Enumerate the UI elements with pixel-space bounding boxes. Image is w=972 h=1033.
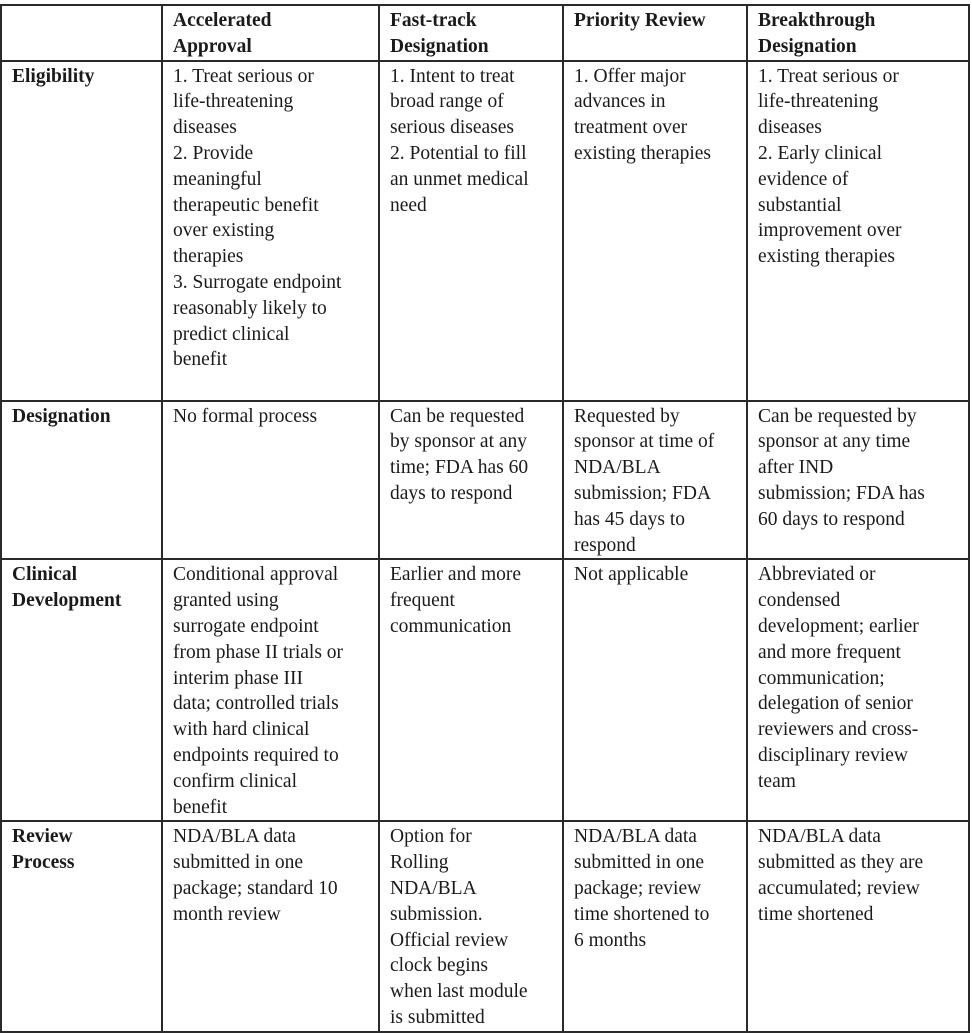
cell-priority-review xyxy=(563,559,747,821)
cell-priority-review xyxy=(563,61,747,401)
cell-text-line: surrogate endpoint xyxy=(173,615,319,637)
cell-text-line: 1. Intent to treat xyxy=(390,65,515,87)
cell-text-line: granted using xyxy=(173,590,279,612)
header-line: Priority Review xyxy=(574,10,706,31)
cell-text-line: time shortened to xyxy=(574,903,710,925)
cell-text-line: Abbreviated or xyxy=(758,564,876,586)
table-row-designation xyxy=(1,401,969,560)
cell-text-line: broad range of xyxy=(390,91,504,113)
cell-text-line: 1. Treat serious or xyxy=(173,65,314,87)
cell-text-line: respond xyxy=(574,534,636,556)
cell-text-line: advances in xyxy=(574,91,666,113)
cell-text-line: 1. Treat serious or xyxy=(758,65,899,87)
cell-accelerated-approval xyxy=(162,559,379,821)
cell-text-line: over existing xyxy=(173,220,275,242)
cell-text-line: 6 months xyxy=(574,929,647,951)
row-label-line: Eligibility xyxy=(12,65,95,87)
cell-text-line: evidence of xyxy=(758,168,849,190)
header-breakthrough-designation xyxy=(747,5,969,61)
cell-accelerated-approval xyxy=(162,821,379,1031)
cell-text-line: from phase II trials or xyxy=(173,641,344,663)
cell-breakthrough-designation xyxy=(747,401,969,560)
cell-text-line: 1. Offer major xyxy=(574,65,686,87)
cell-text-line: submission. xyxy=(390,903,483,925)
cell-text-line: after IND xyxy=(758,457,834,479)
header-fast-track-designation xyxy=(379,5,563,61)
cell-text-line: benefit xyxy=(173,349,228,371)
cell-text-line: therapies xyxy=(173,246,244,268)
cell-text-line: diseases xyxy=(173,117,237,139)
cell-text-line: endpoints required to xyxy=(173,744,339,766)
cell-text-line: life-threatening xyxy=(758,91,879,113)
cell-text-line: 2. Provide xyxy=(173,142,254,164)
row-label-line: Process xyxy=(12,852,75,874)
header-line: Breakthrough xyxy=(758,10,876,31)
cell-text-line: is submitted xyxy=(390,1006,485,1028)
cell-text-line: Not applicable xyxy=(574,564,689,586)
cell-breakthrough-designation xyxy=(747,61,969,401)
cell-text-line: by sponsor at any xyxy=(390,431,528,453)
cell-text-line: meaningful xyxy=(173,168,262,190)
cell-fast-track-designation xyxy=(379,401,563,560)
cell-text-line: submitted as they are xyxy=(758,852,924,874)
cell-text-line: reasonably likely to xyxy=(173,297,327,319)
cell-text-line: need xyxy=(390,194,427,216)
row-label-line: Clinical xyxy=(12,564,78,586)
cell-text-line: frequent xyxy=(390,590,455,612)
cell-text-line: days to respond xyxy=(390,482,513,504)
cell-text-line: NDA/BLA data xyxy=(574,826,697,848)
cell-text-line: diseases xyxy=(758,117,822,139)
header-priority-review xyxy=(563,5,747,61)
cell-text-line: team xyxy=(758,770,796,792)
fda-expedited-programs-table xyxy=(0,4,970,1033)
cell-text-line: Option for xyxy=(390,826,472,848)
cell-text-line: improvement over xyxy=(758,220,902,242)
header-line: Designation xyxy=(758,35,857,57)
cell-text-line: package; review xyxy=(574,877,702,899)
cell-text-line: 2. Potential to fill xyxy=(390,142,527,164)
cell-text-line: when last module xyxy=(390,981,528,1003)
cell-fast-track-designation xyxy=(379,61,563,401)
row-label-line: Development xyxy=(12,590,122,612)
cell-text-line: existing therapies xyxy=(758,246,896,268)
cell-text-line: serious diseases xyxy=(390,117,515,139)
cell-text-line: sponsor at time of xyxy=(574,431,715,453)
cell-priority-review xyxy=(563,401,747,560)
cell-text-line: communication xyxy=(390,615,512,637)
cell-text-line: substantial xyxy=(758,194,842,216)
cell-fast-track-designation xyxy=(379,559,563,821)
header-corner-cell xyxy=(1,5,162,61)
cell-text-line: submitted in one xyxy=(173,852,303,874)
table-row-clinical-development xyxy=(1,559,969,821)
cell-text-line: an unmet medical xyxy=(390,168,529,190)
cell-breakthrough-designation xyxy=(747,559,969,821)
table-row-review-process xyxy=(1,821,969,1031)
row-label-line: Designation xyxy=(12,405,111,427)
row-label-cell xyxy=(1,559,162,821)
cell-text-line: NDA/BLA data xyxy=(758,826,881,848)
cell-text-line: package; standard 10 xyxy=(173,877,338,899)
cell-text-line: submitted in one xyxy=(574,852,704,874)
cell-text-line: Can be requested xyxy=(390,405,525,427)
cell-text-line: time shortened xyxy=(758,903,874,925)
cell-text-line: time; FDA has 60 xyxy=(390,457,529,479)
cell-text-line: Official review xyxy=(390,929,509,951)
header-accelerated-approval xyxy=(162,5,379,61)
cell-text-line: therapeutic benefit xyxy=(173,194,319,216)
cell-text-line: and more frequent xyxy=(758,641,901,663)
cell-fast-track-designation xyxy=(379,821,563,1031)
header-line: Fast-track xyxy=(390,10,477,31)
cell-text-line: 2. Early clinical xyxy=(758,142,882,164)
cell-text-line: development; earlier xyxy=(758,615,919,637)
row-label-line: Review xyxy=(12,826,73,848)
cell-text-line: Conditional approval xyxy=(173,564,339,586)
header-row xyxy=(1,5,969,61)
cell-accelerated-approval xyxy=(162,61,379,401)
cell-text-line: condensed xyxy=(758,590,841,612)
cell-text-line: data; controlled trials xyxy=(173,693,339,715)
cell-text-line: month review xyxy=(173,903,281,925)
cell-text-line: confirm clinical xyxy=(173,770,297,792)
cell-text-line: 60 days to respond xyxy=(758,508,905,530)
cell-text-line: Can be requested by xyxy=(758,405,917,427)
cell-breakthrough-designation xyxy=(747,821,969,1031)
cell-text-line: 3. Surrogate endpoint xyxy=(173,271,342,293)
cell-text-line: sponsor at any time xyxy=(758,431,911,453)
cell-text-line: life-threatening xyxy=(173,91,294,113)
cell-text-line: predict clinical xyxy=(173,323,290,345)
table-row-eligibility xyxy=(1,61,969,401)
cell-text-line: disciplinary review xyxy=(758,744,908,766)
cell-text-line: NDA/BLA xyxy=(390,877,477,899)
header-line: Approval xyxy=(173,35,252,57)
cell-text-line: reviewers and cross- xyxy=(758,719,919,741)
cell-text-line: Rolling xyxy=(390,852,449,874)
cell-text-line: NDA/BLA xyxy=(574,457,661,479)
cell-text-line: NDA/BLA data xyxy=(173,826,296,848)
cell-accelerated-approval xyxy=(162,401,379,560)
cell-priority-review xyxy=(563,821,747,1031)
cell-text-line: submission; FDA has xyxy=(758,482,925,504)
cell-text-line: Earlier and more xyxy=(390,564,522,586)
cell-text-line: treatment over xyxy=(574,117,688,139)
cell-text-line: submission; FDA xyxy=(574,482,712,504)
cell-text-line: clock begins xyxy=(390,955,489,977)
cell-text-line: with hard clinical xyxy=(173,719,310,741)
row-label-cell xyxy=(1,401,162,560)
cell-text-line: existing therapies xyxy=(574,142,712,164)
row-label-cell xyxy=(1,821,162,1031)
cell-text-line: accumulated; review xyxy=(758,877,920,899)
header-line: Designation xyxy=(390,35,489,57)
row-label-cell xyxy=(1,61,162,401)
header-line: Accelerated xyxy=(173,10,272,31)
cell-text-line: No formal process xyxy=(173,405,318,427)
cell-text-line: communication; xyxy=(758,667,885,689)
cell-text-line: has 45 days to xyxy=(574,508,686,530)
cell-text-line: Requested by xyxy=(574,405,680,427)
cell-text-line: delegation of senior xyxy=(758,693,913,715)
cell-text-line: benefit xyxy=(173,796,228,818)
cell-text-line: interim phase III xyxy=(173,667,303,689)
